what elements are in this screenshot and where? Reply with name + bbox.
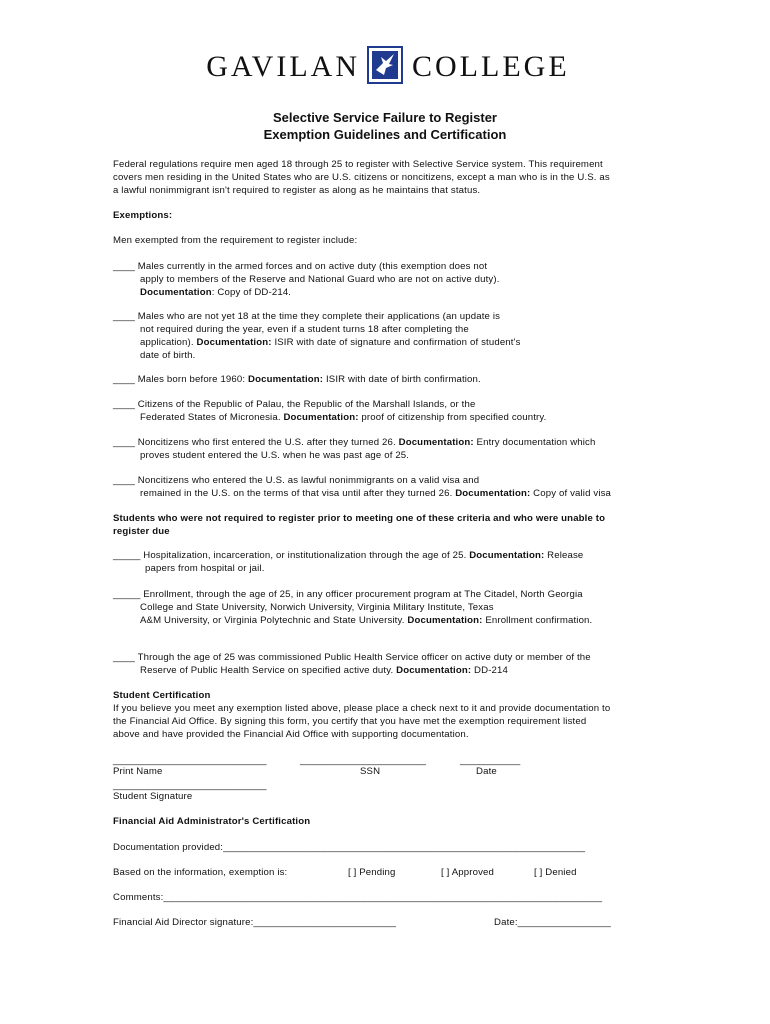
exemption-item [113, 260, 658, 299]
documentation-label: Documentation: [469, 550, 545, 561]
ssn-field[interactable]: _______________________ [300, 755, 427, 766]
documentation-label: Documentation: [398, 437, 474, 448]
item-text: Entry documentation which [473, 437, 596, 448]
certification-line: above and have provided the Financial Aid Office with supporting documentation. [113, 729, 469, 740]
exemptions-lead: Men exempted from the requirement to register include: [113, 235, 358, 246]
item-text: Reserve of Public Health Service on specified active duty. [140, 665, 397, 676]
item-line: proves student entered the U.S. when he was past age of 25. [140, 450, 410, 461]
item-text: ____ Males born before 1960: [113, 374, 249, 385]
item-line: not required during the year, even if a student turns 18 after completing the [140, 324, 469, 335]
documentation-provided-field[interactable]: Documentation provided:__________________________________________________________________ [113, 842, 586, 853]
item-text: ISIR with date of signature and confirmation of student's [271, 337, 521, 348]
item-line [113, 411, 658, 424]
item-text: A&M University, or Virginia Polytechnic and State University. [140, 615, 408, 626]
item-line [113, 549, 658, 562]
denied-checkbox[interactable]: [ ] Denied [534, 867, 577, 878]
approved-checkbox[interactable]: [ ] Approved [441, 867, 495, 878]
item-line [113, 436, 658, 449]
documentation-label: Documentation: [196, 337, 272, 348]
exemption-status-label: Based on the information, exemption is: [113, 867, 288, 878]
item-line: apply to members of the Reserve and National Guard who are not on active duty). [140, 274, 500, 285]
intro-line: a lawful nonimmigrant isn't required to register as along as he maintains that status. [113, 185, 481, 196]
item-text: Enrollment confirmation. [482, 615, 593, 626]
documentation-label: Documentation: [396, 665, 472, 676]
intro-paragraph [113, 158, 658, 197]
item-text: Copy of valid visa [530, 488, 612, 499]
item-text: ____ Noncitizens who first entered the U.S. after they turned 26. [113, 437, 399, 448]
documentation-label: Documentation: [283, 412, 359, 423]
item-line [113, 336, 658, 349]
item-line [113, 664, 658, 677]
documentation-label: Documentation: [248, 374, 324, 385]
certification-heading: Student Certification [113, 690, 211, 701]
certification-line: If you believe you meet any exemption listed above, please place a check next to it and provide documentation to [113, 703, 611, 714]
item-line [113, 614, 658, 627]
item-line [113, 286, 658, 299]
item-line: ____ Through the age of 25 was commissioned Public Health Service officer on active duty or member of the [113, 652, 591, 663]
comments-field[interactable]: Comments:________________________________________________________________________________ [113, 892, 603, 903]
item-line [113, 373, 658, 386]
page-title-line2: Exemption Guidelines and Certification [263, 127, 507, 142]
heading-line: Students who were not required to register prior to meeting one of these criteria and who were unable to [113, 513, 606, 524]
item-text: ISIR with date of birth confirmation. [323, 374, 481, 385]
certification-line: the Financial Aid Office. By signing this form, you certify that you have met the exemption requirement listed [113, 716, 587, 727]
documentation-label: Documentation [140, 287, 212, 298]
item-text: Federated States of Micronesia. [140, 412, 284, 423]
student-signature-field[interactable]: ____________________________ [113, 780, 267, 791]
item-text: Release [544, 550, 584, 561]
date-label: Date [476, 766, 497, 777]
item-text: DD-214 [471, 665, 509, 676]
pending-checkbox[interactable]: [ ] Pending [348, 867, 396, 878]
item-line: ____ Noncitizens who entered the U.S. as lawful nonimmigrants on a valid visa and [113, 475, 480, 486]
date-field[interactable]: ___________ [460, 755, 521, 766]
item-line: ____ Males who are not yet 18 at the time they complete their applications (an update is [113, 311, 501, 322]
exemption-item [113, 373, 658, 386]
print-name-label: Print Name [113, 766, 163, 777]
item-line: ____ Citizens of the Republic of Palau, the Republic of the Marshall Islands, or the [113, 399, 476, 410]
item-line: College and State University, Norwich University, Virginia Military Institute, Texas [140, 602, 494, 613]
exemptions-heading: Exemptions: [113, 210, 173, 221]
student-item [113, 588, 658, 627]
exemption-item [113, 310, 658, 362]
item-line: papers from hospital or jail. [145, 563, 265, 574]
ssn-label: SSN [360, 766, 381, 777]
student-signature-label: Student Signature [113, 791, 193, 802]
print-name-field[interactable]: ____________________________ [113, 755, 267, 766]
students-heading [113, 512, 673, 538]
item-text: _____ Hospitalization, incarceration, or institutionalization through the age of 25. [113, 550, 470, 561]
student-item [113, 651, 658, 677]
item-line [113, 487, 673, 500]
item-line: date of birth. [140, 350, 196, 361]
student-item [113, 549, 658, 575]
exemption-item [113, 474, 673, 500]
college-logo [0, 44, 770, 90]
logo-word-left: GAVILAN [206, 50, 360, 83]
item-text: application). [140, 337, 197, 348]
logo-word-right: COLLEGE [412, 50, 570, 83]
admin-date-field[interactable]: Date:_________________ [494, 917, 611, 928]
item-line: ____ Males currently in the armed forces and on active duty (this exemption does not [113, 261, 488, 272]
item-text: remained in the U.S. on the terms of that visa until after they turned 26. [140, 488, 456, 499]
documentation-label: Documentation: [407, 615, 483, 626]
intro-line: Federal regulations require men aged 18 through 25 to register with Selective Service system. This requirement [113, 159, 603, 170]
documentation-text: : Copy of DD-214. [211, 287, 292, 298]
exemption-item [113, 436, 658, 462]
documentation-label: Documentation: [455, 488, 531, 499]
item-line: _____ Enrollment, through the age of 25, in any officer procurement program at The Citadel, North Georgia [113, 589, 583, 600]
admin-heading: Financial Aid Administrator's Certification [113, 816, 311, 827]
exemption-item [113, 398, 658, 424]
student-certification [113, 689, 658, 741]
item-text: proof of citizenship from specified country. [358, 412, 547, 423]
hawk-seal-icon [367, 46, 403, 84]
director-signature-field[interactable]: Financial Aid Director signature:__________________________ [113, 917, 397, 928]
page-title-line1: Selective Service Failure to Register [273, 110, 497, 125]
intro-line: covers men residing in the United States who are U.S. citizens or noncitizens, except a man who is in the U.S. as [113, 172, 610, 183]
heading-line: register due [113, 526, 170, 537]
